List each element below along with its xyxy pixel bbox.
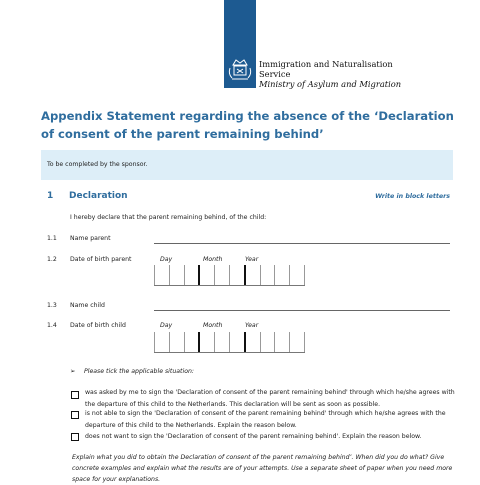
year-label: Year	[245, 256, 259, 263]
option-not-able-text: is not able to sign the 'Declaration of consent of the parent remaining behind' through which he/she agrees with the departure of this child to the Netherlands. Explain the reason below.	[85, 410, 446, 429]
option-asked-checkbox[interactable]	[71, 391, 79, 399]
tick-instruction: Please tick the applicable situation:	[84, 368, 194, 375]
year-label: Year	[245, 322, 259, 329]
field-number: 1.4	[47, 322, 57, 329]
month-label: Month	[203, 256, 223, 263]
instruction-banner: To be completed by the sponsor.	[41, 150, 453, 180]
explanation-instruction: Explain what you did to obtain the Declaration of consent of the parent remaining behind’. When did you do what? Give concrete examples and explain what the results are of your attempts. Use a separate sheet of paper when you need more space for your explanations.	[72, 454, 453, 483]
name-child-input[interactable]	[154, 310, 450, 311]
field-label-dob-child: Date of birth child	[70, 322, 126, 329]
field-number: 1.1	[47, 235, 57, 242]
section-number: 1	[47, 191, 54, 201]
day-label: Day	[160, 322, 173, 329]
dob-parent-input[interactable]	[154, 265, 305, 286]
crest-icon	[227, 56, 253, 82]
field-number: 1.3	[47, 302, 57, 309]
arrow-icon: ➢	[70, 367, 76, 375]
field-label-name-parent: Name parent	[70, 235, 111, 242]
option-not-want-text: does not want to sign the 'Declaration of consent of the parent remaining behind'. Explain the reason below.	[85, 433, 422, 440]
field-label-name-child: Name child	[70, 302, 105, 309]
form-title: Appendix Statement regarding the absence of the ‘Declaration of consent of the parent remaining behind’	[41, 109, 454, 141]
option-not-able-checkbox[interactable]	[71, 411, 79, 419]
declaration-intro: I hereby declare that the parent remaining behind, of the child:	[70, 214, 267, 221]
option-asked-text: was asked by me to sign the 'Declaration of consent of the parent remaining behind' through which he/she agrees with the departure of this child to the Netherlands. This declaration will be sent as soon as possible.	[85, 389, 455, 408]
block-letters-note: Write in block letters	[375, 193, 450, 200]
option-not-want-checkbox[interactable]	[71, 433, 79, 441]
organisation-name: Immigration and Naturalisation Service Ministry of Asylum and Migration	[259, 59, 402, 89]
field-number: 1.2	[47, 256, 57, 263]
name-parent-input[interactable]	[154, 243, 450, 244]
month-label: Month	[203, 322, 223, 329]
section-title: Declaration	[69, 191, 128, 201]
day-label: Day	[160, 256, 173, 263]
dob-child-input[interactable]	[154, 332, 305, 353]
field-label-dob-parent: Date of birth parent	[70, 256, 132, 263]
